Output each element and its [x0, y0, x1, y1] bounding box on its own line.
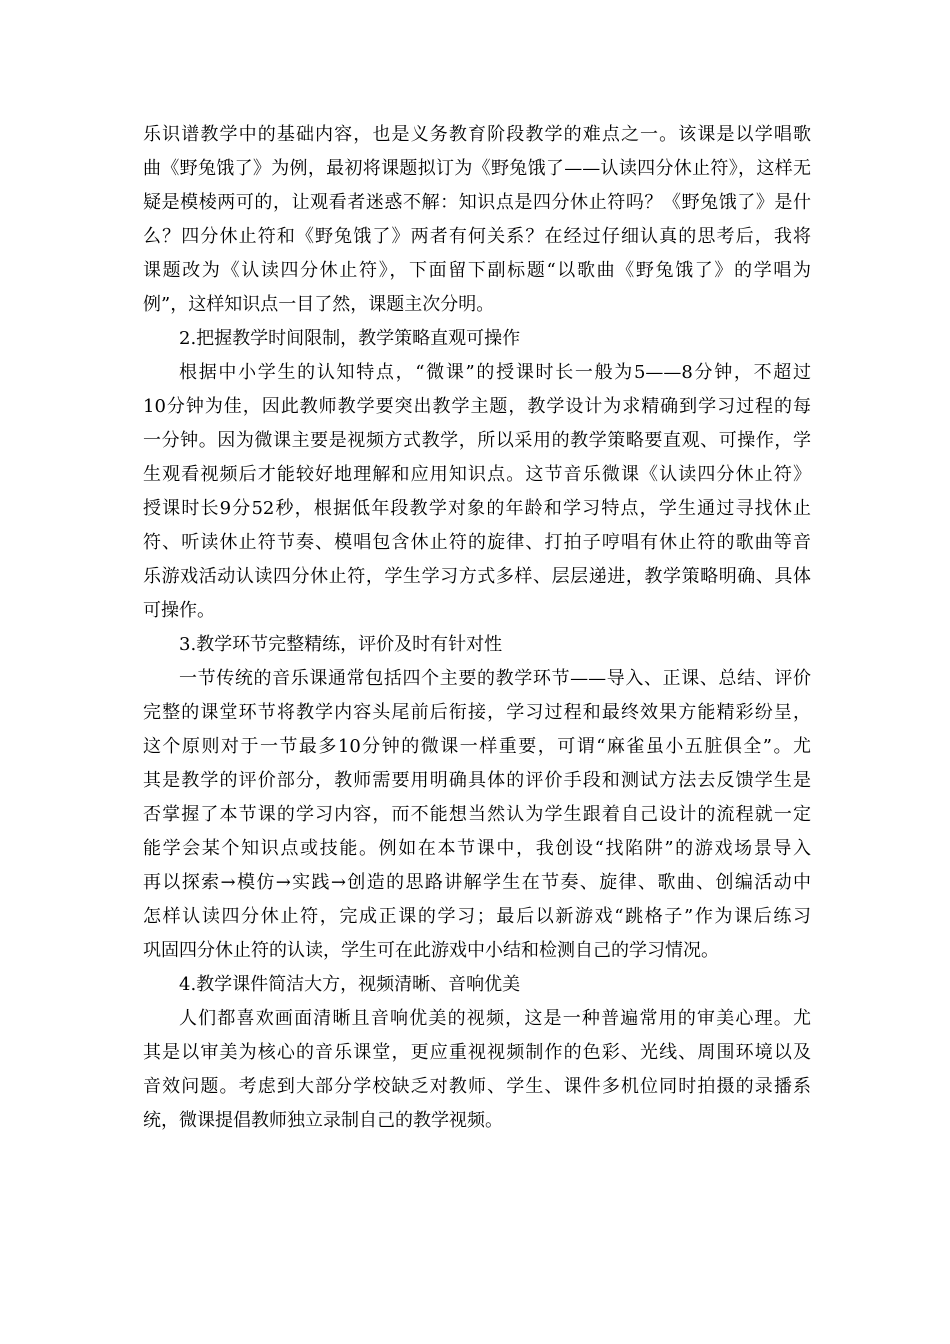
paragraph-line: 其是以审美为核心的音乐课堂，更应重视视频制作的色彩、光线、周围环境以及	[143, 1042, 811, 1063]
section-heading-4: 4.教学课件简洁大方，视频清晰、音响优美	[179, 974, 521, 995]
section-heading-2: 2.把握教学时间限制，教学策略直观可操作	[179, 328, 521, 349]
paragraph-line: 疑是模棱两可的，让观看者迷惑不解：知识点是四分休止符吗？《野兔饿了》是什	[143, 192, 811, 213]
paragraph-line: 生观看视频后才能较好地理解和应用知识点。这节音乐微课《认读四分休止符》	[143, 464, 811, 485]
paragraph-line: 符、听读休止符节奏、模唱包含休止符的旋律、打拍子哼唱有休止符的歌曲等音	[143, 532, 811, 553]
paragraph-line: 人们都喜欢画面清晰且音响优美的视频，这是一种普遍常用的审美心理。尤	[179, 1008, 811, 1029]
paragraph-line: 一分钟。因为微课主要是视频方式教学，所以采用的教学策略要直观、可操作，学	[143, 430, 811, 451]
paragraph-line: 乐识谱教学中的基础内容，也是义务教育阶段教学的难点之一。该课是以学唱歌	[143, 124, 811, 145]
section-heading-3: 3.教学环节完整精练，评价及时有针对性	[179, 634, 503, 655]
paragraph-line: 统，微课提倡教师独立录制自己的教学视频。	[143, 1110, 503, 1131]
paragraph-line: 么？四分休止符和《野兔饿了》两者有何关系？在经过仔细认真的思考后，我将	[143, 226, 811, 247]
paragraph-line: 怎样认读四分休止符，完成正课的学习；最后以新游戏“跳格子”作为课后练习	[143, 906, 811, 927]
paragraph-line: 可操作。	[143, 600, 215, 621]
paragraph-line: 这个原则对于一节最多10分钟的微课一样重要，可谓“麻雀虽小五脏俱全”。尤	[143, 736, 811, 757]
paragraph-line: 否掌握了本节课的学习内容，而不能想当然认为学生跟着自己设计的流程就一定	[143, 804, 811, 825]
paragraph-line: 一节传统的音乐课通常包括四个主要的教学环节——导入、正课、总结、评价	[179, 668, 811, 689]
paragraph-line: 根据中小学生的认知特点，“微课”的授课时长一般为5——8分钟，不超过	[179, 362, 811, 383]
paragraph-line: 巩固四分休止符的认读，学生可在此游戏中小结和检测自己的学习情况。	[143, 940, 719, 961]
paragraph-line: 曲《野兔饿了》为例，最初将课题拟订为《野兔饿了——认读四分休止符》，这样无	[143, 158, 811, 179]
paragraph-line: 其是教学的评价部分，教师需要用明确具体的评价手段和测试方法去反馈学生是	[143, 770, 811, 791]
paragraph-line: 例”，这样知识点一目了然，课题主次分明。	[143, 294, 495, 315]
paragraph-line: 完整的课堂环节将教学内容头尾前后衔接，学习过程和最终效果方能精彩纷呈，	[143, 702, 811, 723]
paragraph-line: 再以探索→模仿→实践→创造的思路讲解学生在节奏、旋律、歌曲、创编活动中	[143, 872, 811, 893]
paragraph-line: 10分钟为佳，因此教师教学要突出教学主题，教学设计为求精确到学习过程的每	[143, 396, 811, 417]
paragraph-line: 乐游戏活动认读四分休止符，学生学习方式多样、层层递进，教学策略明确、具体	[143, 566, 811, 587]
paragraph-line: 音效问题。考虑到大部分学校缺乏对教师、学生、课件多机位同时拍摄的录播系	[143, 1076, 811, 1097]
paragraph-line: 授课时长9分52秒，根据低年段教学对象的年龄和学习特点，学生通过寻找休止	[143, 498, 811, 519]
paragraph-line: 能学会某个知识点或技能。例如在本节课中，我创设“找陷阱”的游戏场景导入	[143, 838, 811, 859]
paragraph-line: 课题改为《认读四分休止符》，下面留下副标题“以歌曲《野兔饿了》的学唱为	[143, 260, 811, 281]
